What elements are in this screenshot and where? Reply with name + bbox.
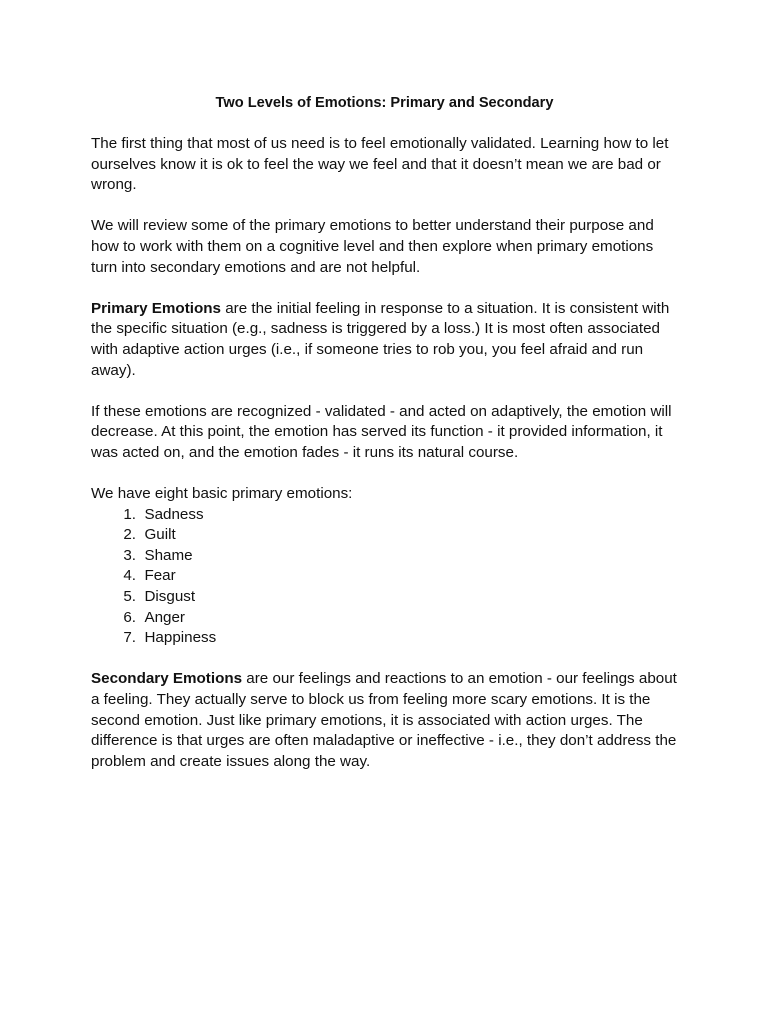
secondary-emotions-definition: are our feelings and reactions to an emotion - our feelings about a feeling. They actually serve to block us from feeling more scary emotions. It is the second emotion. Just like primary emotions, it is associated with action urges. The difference is that urges are often maladaptive or ineffective - i.e., they don’t address the problem and create issues along the way. <box>91 670 677 770</box>
primary-emotions-definition: are the initial feeling in response to a situation. It is consistent with the specific situation (e.g., sadness is triggered by a loss.) It is most often associated with adaptive action urges (i.e., if someone tries to rob you, you feel afraid and run away). <box>91 299 670 379</box>
list-item-label: Happiness <box>144 629 217 647</box>
secondary-emotions-term: Secondary Emotions <box>91 670 243 688</box>
paragraph-secondary-emotions <box>91 669 678 772</box>
list-item-label: Fear <box>144 567 176 585</box>
paragraph-review: We will review some of the primary emotions to better understand their purpose and how to work with them on a cognitive level and then explore when primary emotions turn into secondary emotions and are not helpful. <box>91 217 654 276</box>
list-item <box>91 587 678 608</box>
list-item-label: Guilt <box>144 526 176 544</box>
list-number: 2. <box>123 526 136 544</box>
list-number: 5. <box>123 588 136 606</box>
list-number: 6. <box>123 608 136 626</box>
list-item-label: Sadness <box>144 505 204 523</box>
paragraph-validation: The first thing that most of us need is to feel emotionally validated. Learning how to let ourselves know it is ok to feel the way we feel and that it doesn’t mean we are bad or wrong. <box>91 135 669 194</box>
emotions-list <box>91 505 678 649</box>
paragraph-primary-emotions <box>91 299 678 381</box>
list-item <box>91 505 678 526</box>
list-number: 3. <box>123 546 136 564</box>
list-item <box>91 628 678 649</box>
document-title: Two Levels of Emotions: Primary and Secondary <box>215 95 554 111</box>
list-item <box>91 608 678 629</box>
list-intro: We have eight basic primary emotions: <box>91 485 353 503</box>
list-item-label: Shame <box>144 546 193 564</box>
list-number: 1. <box>123 505 136 523</box>
list-item <box>91 525 678 546</box>
list-item-label: Anger <box>144 608 185 626</box>
list-item-label: Disgust <box>144 588 196 606</box>
list-item <box>91 566 678 587</box>
paragraph-adaptive: If these emotions are recognized - validated - and acted on adaptively, the emotion will decrease. At this point, the emotion has served its function - it provided information, it was acted on, and the emotion fades - it runs its natural course. <box>91 402 672 461</box>
list-number: 4. <box>123 567 136 585</box>
primary-emotions-term: Primary Emotions <box>91 299 221 317</box>
list-number: 7. <box>123 629 136 647</box>
list-item <box>91 546 678 567</box>
